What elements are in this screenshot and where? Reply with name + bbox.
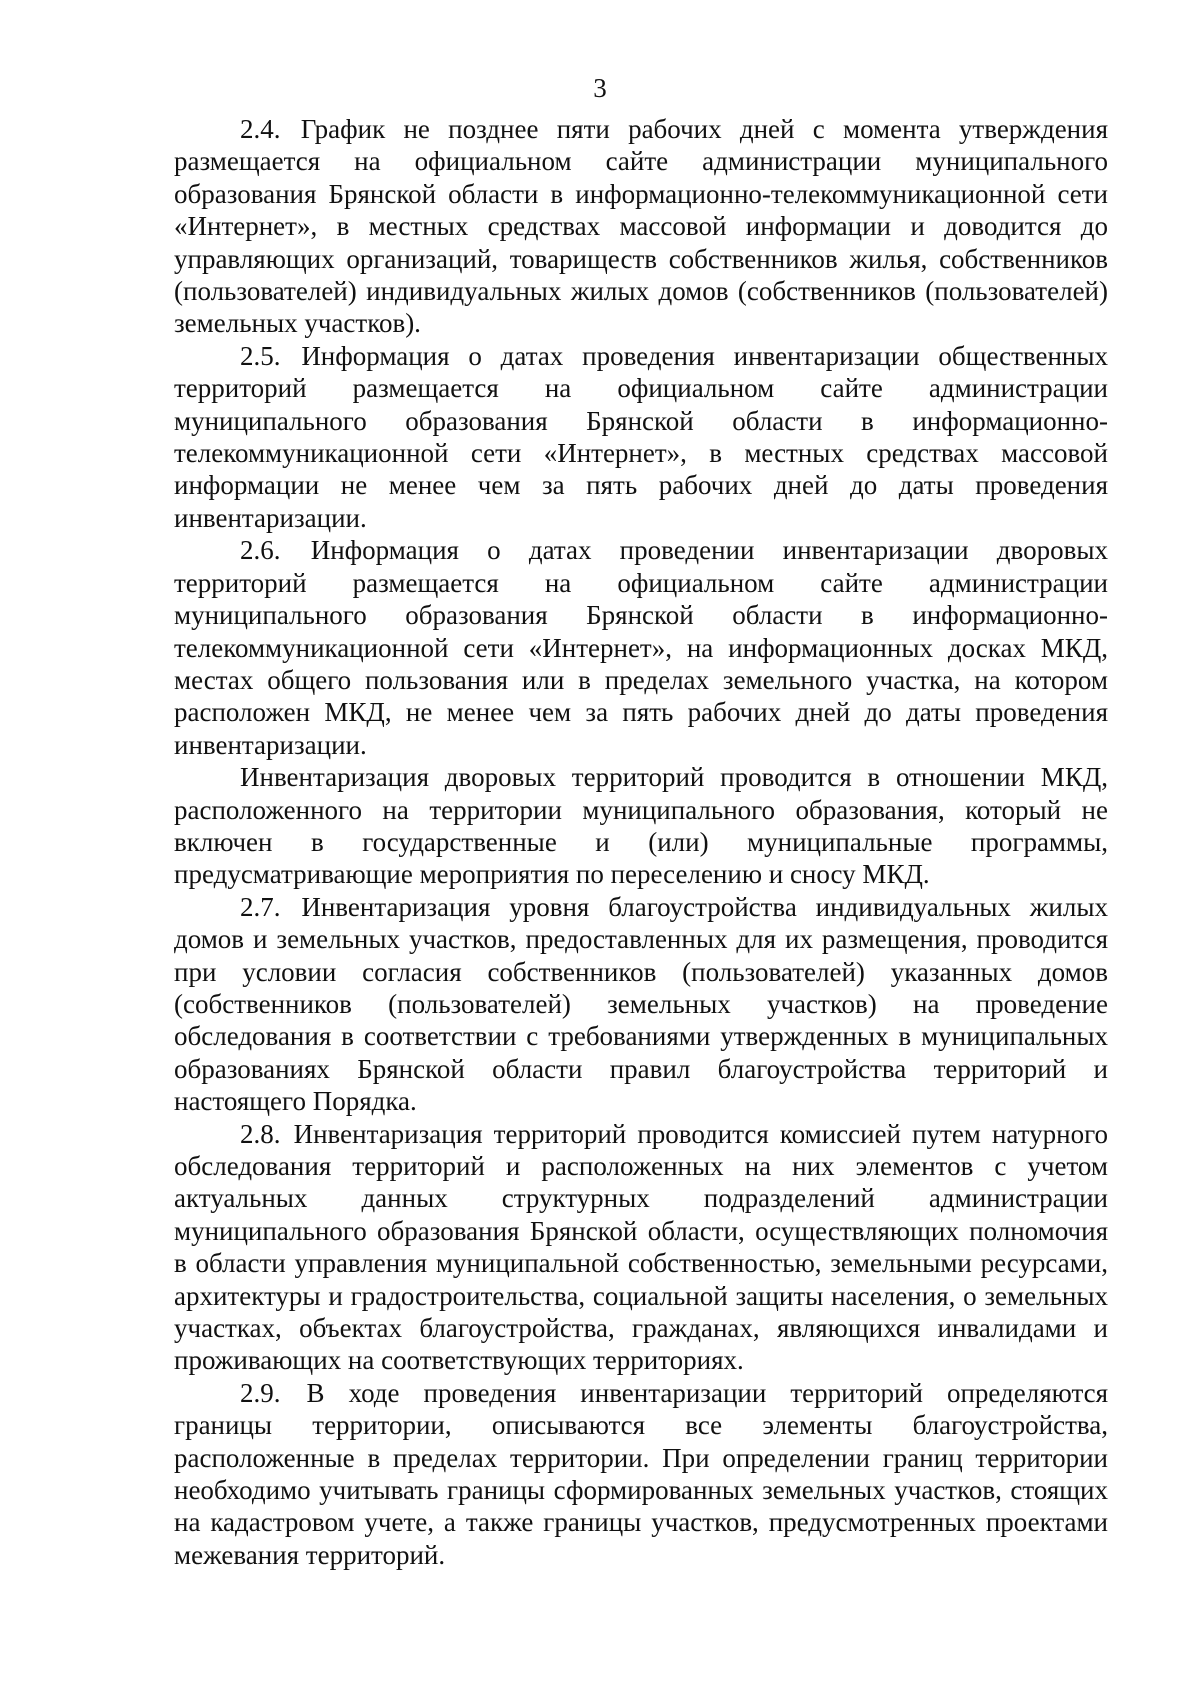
paragraph-number: 2.9. xyxy=(240,1377,281,1408)
paragraph-number: 2.6. xyxy=(240,535,281,566)
page-number: 3 xyxy=(593,73,607,103)
paragraph-2-6 xyxy=(174,534,1108,761)
paragraph-2-4 xyxy=(174,113,1108,340)
paragraph-text: Инвентаризация территорий проводится комиссией путем натурного обследования территорий и расположенных на них элементов с учетом актуальных данных структурных подразделений администрации муниципального образования Брянской области, осуществляющих полномочия в области управления муниципальной собственностью, земельными ресурсами, архитектуры и градостроительства, социальной защиты населения, о земельных участках, объектах благоустройства, гражданах, являющихся инвалидами и проживающих на соответствующих территориях. xyxy=(174,1118,1109,1376)
paragraph-text: График не позднее пяти рабочих дней с момента утверждения размещается на официальном сайте администрации муниципального образования Брянской области в информационно-телекоммуникационной сети «Интернет», в местных средствах массовой информации и доводится до управляющих организаций, товариществ собственников жилья, собственников (пользователей) индивидуальных жилых домов (собственников (пользователей) земельных участков). xyxy=(174,114,1109,339)
paragraph-number: 2.7. xyxy=(240,891,281,922)
paragraph-text: В ходе проведения инвентаризации территорий определяются границы территории, описываются все элементы благоустройства, расположенные в пределах территории. При определении границ территории необходимо учитывать границы сформированных земельных участков, стоящих на кадастровом учете, а также границы участков, предусмотренных проектами межевания территорий. xyxy=(174,1377,1108,1570)
paragraph-number: 2.8. xyxy=(240,1118,281,1149)
paragraph-2-8 xyxy=(174,1118,1108,1377)
paragraph-2-5 xyxy=(174,340,1108,534)
paragraph-text: Инвентаризация уровня благоустройства индивидуальных жилых домов и земельных участков, предоставленных для их размещения, проводится при условии согласия собственников (пользователей) указанных домов (собственников (пользователей) земельных участков) на проведение обследования в соответствии с требованиями утвержденных в муниципальных образованиях Брянской области правил благоустройства территорий и настоящего Порядка. xyxy=(174,891,1108,1117)
paragraph-text: Информация о датах проведения инвентаризации общественных территорий размещается на официальном сайте администрации муниципального образования Брянской области в информационно-телекоммуникационной сети «Интернет», в местных средствах массовой информации не менее чем за пять рабочих дней до даты проведения инвентаризации. xyxy=(174,340,1109,533)
paragraph-2-6-continued xyxy=(174,761,1108,891)
document-body xyxy=(174,113,1108,1571)
paragraph-text: Информация о датах проведении инвентаризации дворовых территорий размещается на официальном сайте администрации муниципального образования Брянской области в информационно-телекоммуникационной сети «Интернет», на информационных досках МКД, местах общего пользования или в пределах земельного участка, на котором расположен МКД, не менее чем за пять рабочих дней до даты проведения инвентаризации. xyxy=(174,535,1108,760)
paragraph-2-7 xyxy=(174,891,1108,1118)
paragraph-text: Инвентаризация дворовых территорий проводится в отношении МКД, расположенного на территории муниципального образования, который не включен в государственные и (или) муниципальные программы, предусматривающие мероприятия по переселению и сносу МКД. xyxy=(174,762,1108,890)
paragraph-number: 2.5. xyxy=(240,340,281,371)
paragraph-2-9 xyxy=(174,1377,1108,1571)
paragraph-number: 2.4. xyxy=(240,114,281,144)
